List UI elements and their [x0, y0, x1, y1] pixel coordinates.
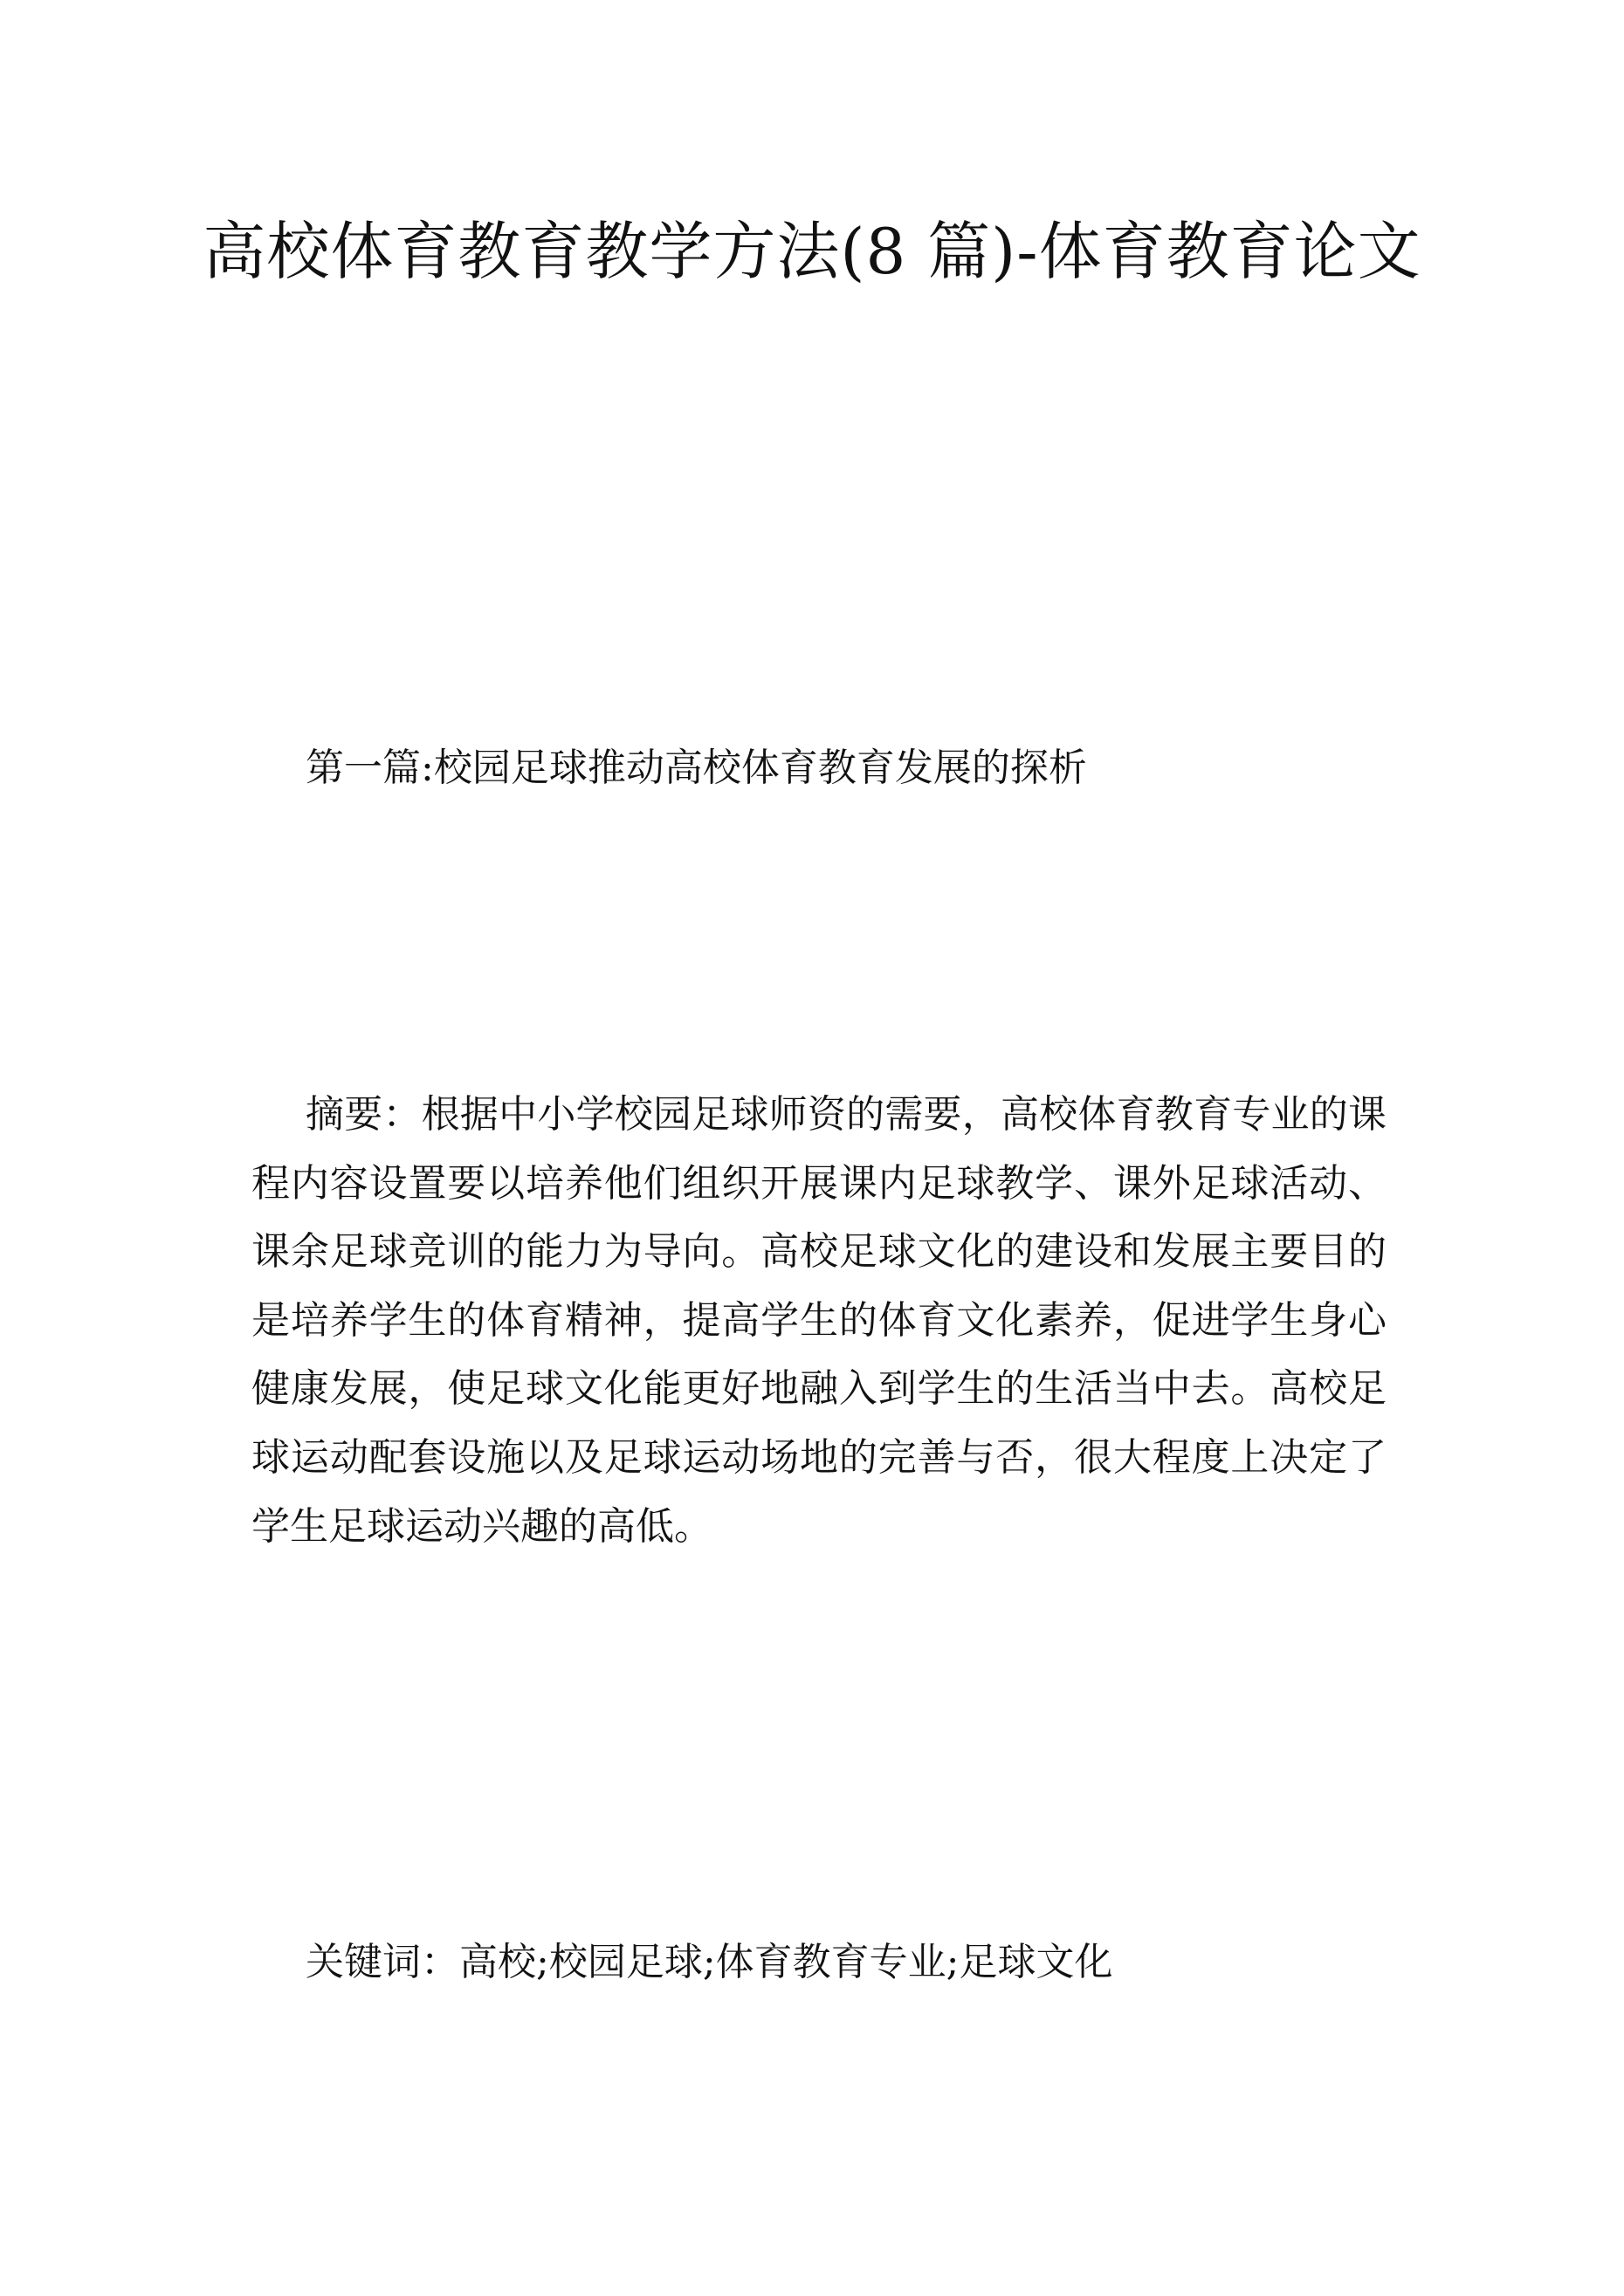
abstract-paragraph: 摘要：根据中小学校园足球师资的需要，高校体育教育专业的课程内容设置要以培养他们组织开展课内足球教学、课外足球活动、课余足球竞训的能力为导向。高校足球文化的建设和发展主要目的是培养学生的体育精神，提高学生的体育文化素养，促进学生身心健康发展，使足球文化能更好地融入到学生的生活当中去。高校足球运动配套设施以及足球运动场地的完善与否，很大程度上决定了学生足球运动兴趣的高低。	[251, 1092, 1387, 1549]
section-heading: 第一篇:校园足球推动高校体育教育发展的探析	[306, 746, 1087, 790]
keywords-line: 关键词：高校;校园足球;体育教育专业;足球文化	[306, 1940, 1113, 1984]
document-title: 高校体育教育教学方法(8 篇)-体育教育论文	[203, 215, 1421, 288]
